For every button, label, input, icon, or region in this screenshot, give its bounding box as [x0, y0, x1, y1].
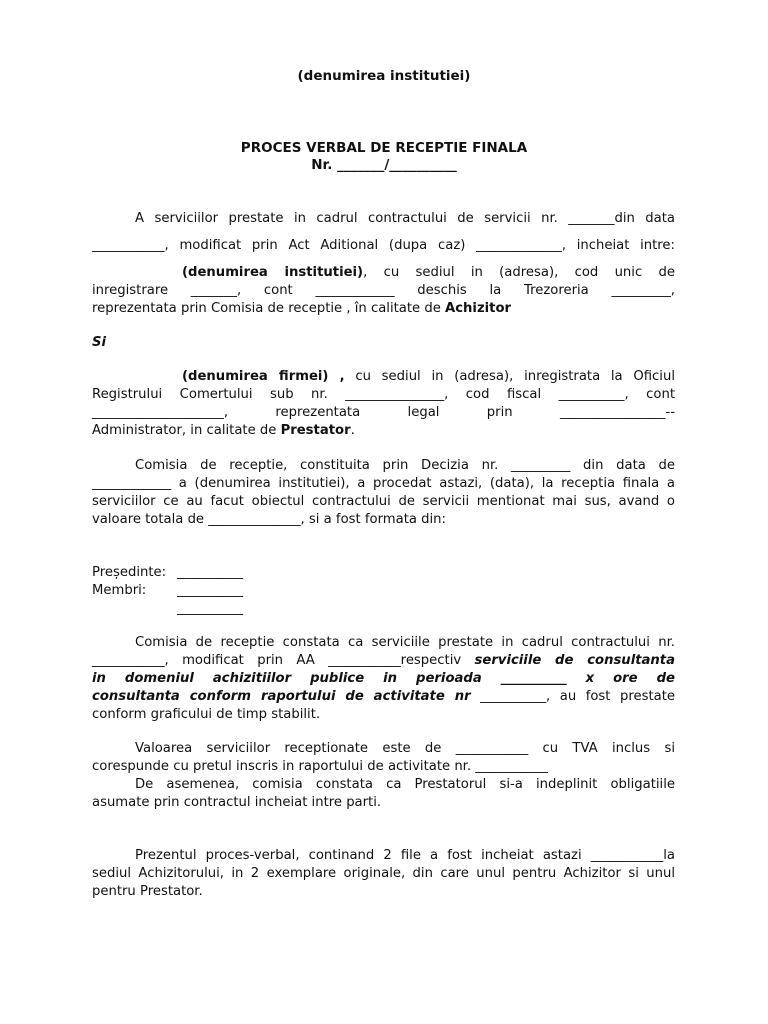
buyer-line-2: inregistrare _______, cont ____________ deschis la Trezoreria _________, — [92, 283, 675, 298]
finding-line-4 — [92, 688, 675, 705]
provider-line-4 — [92, 422, 355, 439]
buyer-line-1 — [182, 264, 675, 281]
buyer-line-3-text: reprezentata prin Comisia de receptie , în calitate de — [92, 301, 446, 316]
provider-name: (denumirea firmei) , — [182, 369, 345, 384]
buyer-line-3 — [92, 300, 511, 317]
value-line-3: De asemenea, comisia constata ca Prestatorul si-a indeplinit obligatiile — [135, 777, 675, 792]
number-blank: _______/__________ — [337, 157, 457, 173]
finding-line-2 — [92, 652, 675, 669]
commission-line-1: Comisia de receptie, constituita prin Decizia nr. _________ din data de — [135, 458, 675, 473]
commission-line-2: ____________ a (denumirea institutiei), a procedat astazi, (data), la receptia finala a — [92, 476, 675, 491]
finding-line-2-emphasis: serviciile de consultanta — [474, 653, 676, 668]
provider-line-3: ____________________, reprezentata legal prin ________________-- — [92, 405, 675, 420]
finding-line-5: conform graficului de timp stabilit. — [92, 707, 321, 722]
buyer-name: (denumirea institutiei) — [182, 265, 364, 280]
value-line-2: corespunde cu pretul inscris in raportului de activitate nr. ___________ — [92, 759, 548, 774]
finding-line-3: in domeniul achizitiilor publice in perioada __________ x ore de — [92, 671, 675, 686]
number-label: Nr. — [311, 157, 333, 173]
provider-line-2: Registrului Comertului sub nr. _______________, cod fiscal __________, cont — [92, 387, 675, 402]
value-line-1: Valoarea serviciilor receptionate este de ___________ cu TVA inclus si — [135, 741, 675, 756]
value-line-4: asumate prin contractul incheiat intre parti. — [92, 795, 382, 810]
si-conjunction: Si — [92, 335, 107, 350]
finding-line-2-text: ___________, modificat prin AA ___________respectiv — [92, 653, 475, 668]
president-label: Președinte: — [92, 565, 167, 580]
finding-line-1: Comisia de receptie constata ca serviciile prestate in cadrul contractului nr. — [135, 635, 675, 650]
closing-line-2: sediul Achizitorului, in 2 exemplare originale, din care unul pentru Achizitor si unul — [92, 866, 675, 881]
finding-line-4-emphasis: consultanta conform raportului de activitate nr — [92, 689, 471, 704]
intro-line-1: A serviciilor prestate in cadrul contractului de servicii nr. _______din data — [135, 211, 675, 226]
provider-line-1 — [182, 368, 675, 385]
commission-line-3: serviciilor ce au facut obiectul contractului de servicii mentionat mai sus, avand o — [92, 494, 675, 509]
closing-line-1: Prezentul proces-verbal, continand 2 file a fost incheiat astazi ___________la — [135, 848, 675, 863]
member-2-blank: __________ — [177, 601, 243, 616]
finding-line-4-rest: __________, au fost prestate — [470, 689, 675, 704]
closing-line-3: pentru Prestator. — [92, 884, 203, 899]
president-blank: __________ — [177, 565, 243, 580]
intro-line-2: ___________, modificat prin Act Aditional (dupa caz) _____________, incheiat intre: — [92, 238, 675, 253]
member-1-blank: __________ — [177, 583, 243, 598]
provider-line-4-text: Administrator, in calitate de — [92, 423, 281, 438]
buyer-line-1-rest: , cu sediul in (adresa), cod unic de — [363, 265, 675, 280]
members-label: Membri: — [92, 583, 147, 598]
provider-line-4-end: . — [350, 423, 355, 438]
document-number — [0, 157, 768, 174]
provider-line-1-rest: cu sediul in (adresa), inregistrata la Oficiul — [344, 369, 675, 384]
institution-heading: (denumirea institutiei) — [297, 68, 471, 84]
document-title: PROCES VERBAL DE RECEPTIE FINALA — [240, 140, 528, 156]
commission-line-4: valoare totala de ______________, si a fost formata din: — [92, 512, 446, 527]
provider-role: Prestator — [280, 423, 351, 438]
buyer-role: Achizitor — [445, 301, 512, 316]
